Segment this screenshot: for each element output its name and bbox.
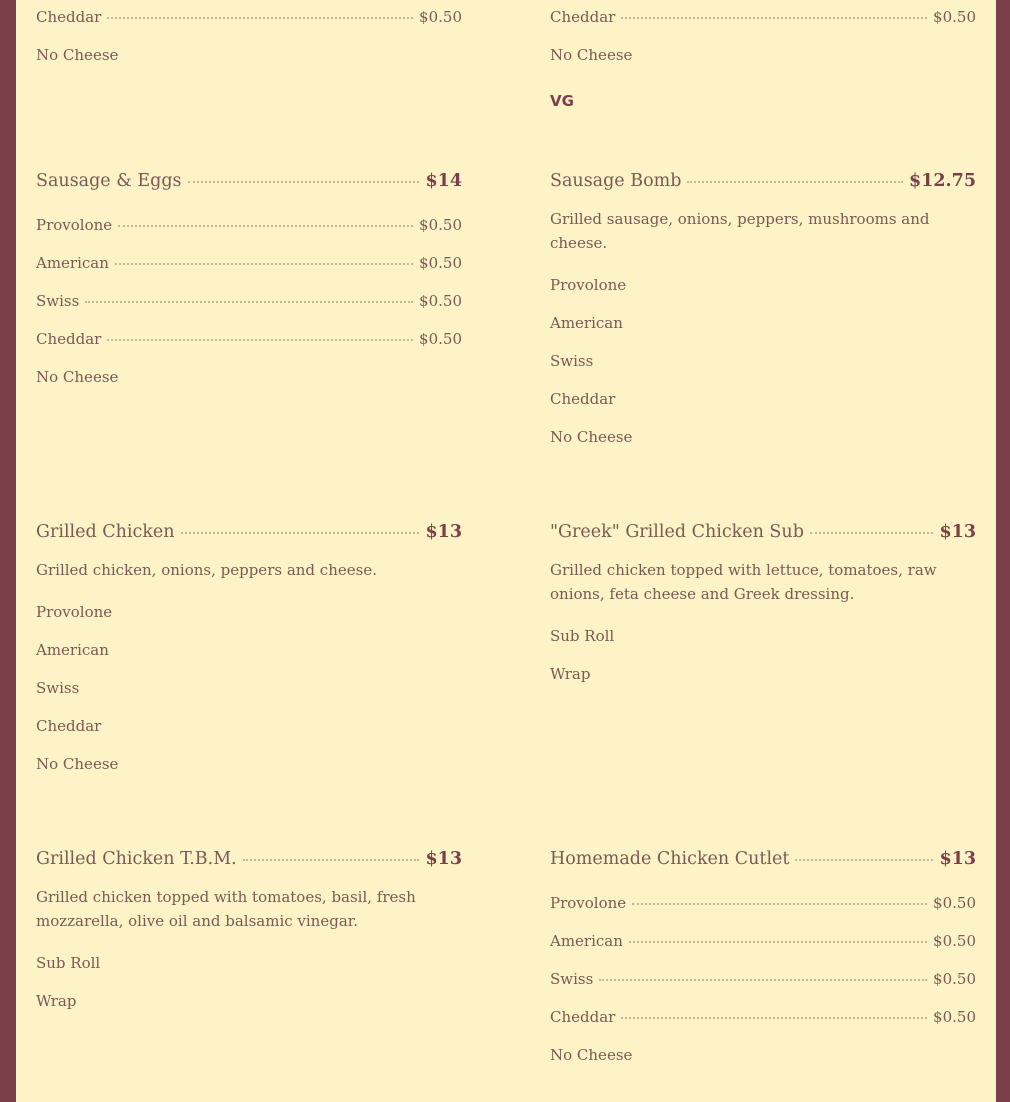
option-price: $0.50 xyxy=(933,970,976,988)
option-row[interactable] xyxy=(550,45,976,65)
option-label: American xyxy=(550,932,623,950)
dot-leader xyxy=(115,263,413,265)
option-row[interactable] xyxy=(36,215,462,235)
option-row[interactable] xyxy=(36,45,462,65)
option-row[interactable] xyxy=(36,602,462,622)
option-row[interactable] xyxy=(550,893,976,913)
option-label: Cheddar xyxy=(550,8,616,26)
option-row[interactable] xyxy=(550,389,976,409)
option-label: Swiss xyxy=(36,292,80,310)
dot-leader xyxy=(118,225,413,227)
menu-item-grilled-chicken-tbm[interactable] xyxy=(36,848,462,870)
menu-item-greek-chicken-sub[interactable] xyxy=(550,521,976,543)
option-label: No Cheese xyxy=(550,46,633,64)
dot-leader xyxy=(243,859,420,861)
option-label: Provolone xyxy=(550,894,627,912)
item-description: Grilled sausage, onions, peppers, mushrooms and cheese. xyxy=(550,210,930,252)
option-row[interactable] xyxy=(36,640,462,660)
item-title: Grilled Chicken xyxy=(36,522,175,542)
dot-leader xyxy=(687,181,903,183)
option-label: Wrap xyxy=(36,992,77,1010)
item-description: Grilled chicken topped with lettuce, tomatoes, raw onions, feta cheese and Greek dressing. xyxy=(550,561,937,603)
option-row[interactable] xyxy=(36,7,462,27)
option-row[interactable] xyxy=(550,427,976,447)
option-row[interactable] xyxy=(550,275,976,295)
dot-leader xyxy=(621,1017,927,1019)
option-price: $0.50 xyxy=(933,1008,976,1026)
item-description: Grilled chicken, onions, peppers and cheese. xyxy=(36,561,377,579)
option-row[interactable] xyxy=(36,291,462,311)
option-row[interactable] xyxy=(36,678,462,698)
option-label: Cheddar xyxy=(550,390,616,408)
option-row[interactable] xyxy=(550,7,976,27)
option-label: Cheddar xyxy=(550,1008,616,1026)
dot-leader xyxy=(107,339,413,341)
item-price: $12.75 xyxy=(909,171,976,191)
option-label: Provolone xyxy=(36,216,113,234)
option-label: No Cheese xyxy=(550,428,633,446)
dot-leader xyxy=(107,17,413,19)
option-row[interactable] xyxy=(36,329,462,349)
option-label: American xyxy=(550,314,623,332)
option-label: Sub Roll xyxy=(36,954,101,972)
option-label: American xyxy=(36,254,109,272)
option-price: $0.50 xyxy=(933,932,976,950)
option-row[interactable] xyxy=(36,716,462,736)
item-price: $13 xyxy=(939,522,976,542)
option-row[interactable] xyxy=(36,367,462,387)
option-price: $0.50 xyxy=(419,330,462,348)
item-title: "Greek" Grilled Chicken Sub xyxy=(550,522,804,542)
dot-leader xyxy=(621,17,927,19)
option-row[interactable] xyxy=(550,969,976,989)
item-price: $13 xyxy=(425,522,462,542)
vegetarian-badge: VG xyxy=(550,92,574,110)
option-label: Provolone xyxy=(36,603,113,621)
option-label: No Cheese xyxy=(36,755,119,773)
option-row[interactable] xyxy=(36,953,462,973)
option-label: Cheddar xyxy=(36,330,102,348)
option-label: Cheddar xyxy=(36,8,102,26)
dot-leader xyxy=(632,903,927,905)
item-price: $13 xyxy=(425,849,462,869)
option-price: $0.50 xyxy=(419,254,462,272)
option-row[interactable] xyxy=(550,931,976,951)
item-title: Homemade Chicken Cutlet xyxy=(550,849,790,869)
item-description: Grilled chicken topped with tomatoes, basil, fresh mozzarella, olive oil and balsamic vinegar. xyxy=(36,888,416,930)
option-row[interactable] xyxy=(550,1007,976,1027)
option-label: Swiss xyxy=(550,970,594,988)
option-price: $0.50 xyxy=(419,8,462,26)
option-row[interactable] xyxy=(550,351,976,371)
item-title: Grilled Chicken T.B.M. xyxy=(36,849,237,869)
option-label: Cheddar xyxy=(36,717,102,735)
dot-leader xyxy=(188,181,420,183)
dot-leader xyxy=(181,532,420,534)
option-label: No Cheese xyxy=(550,1046,633,1064)
option-price: $0.50 xyxy=(419,216,462,234)
option-row[interactable] xyxy=(550,626,976,646)
dot-leader xyxy=(85,301,413,303)
option-price: $0.50 xyxy=(419,292,462,310)
option-label: Swiss xyxy=(550,352,594,370)
menu-item-sausage-bomb[interactable] xyxy=(550,170,976,192)
menu-panel xyxy=(16,0,996,1102)
option-row[interactable] xyxy=(36,754,462,774)
menu-item-grilled-chicken[interactable] xyxy=(36,521,462,543)
option-label: Swiss xyxy=(36,679,80,697)
item-price: $14 xyxy=(425,171,462,191)
dot-leader xyxy=(599,979,927,981)
dot-leader xyxy=(629,941,927,943)
option-label: Wrap xyxy=(550,665,591,683)
item-title: Sausage & Eggs xyxy=(36,171,182,191)
option-row[interactable] xyxy=(550,313,976,333)
option-row[interactable] xyxy=(36,991,462,1011)
option-row[interactable] xyxy=(550,1045,976,1065)
item-title: Sausage Bomb xyxy=(550,171,682,191)
menu-item-chicken-cutlet[interactable] xyxy=(550,848,976,870)
dot-leader xyxy=(810,532,934,534)
option-row[interactable] xyxy=(36,253,462,273)
option-label: No Cheese xyxy=(36,368,119,386)
menu-item-sausage-eggs[interactable] xyxy=(36,170,462,192)
option-price: $0.50 xyxy=(933,894,976,912)
option-label: American xyxy=(36,641,109,659)
option-price: $0.50 xyxy=(933,8,976,26)
option-label: Sub Roll xyxy=(550,627,615,645)
option-label: No Cheese xyxy=(36,46,119,64)
option-row[interactable] xyxy=(550,664,976,684)
dot-leader xyxy=(795,859,933,861)
item-price: $13 xyxy=(939,849,976,869)
option-label: Provolone xyxy=(550,276,627,294)
